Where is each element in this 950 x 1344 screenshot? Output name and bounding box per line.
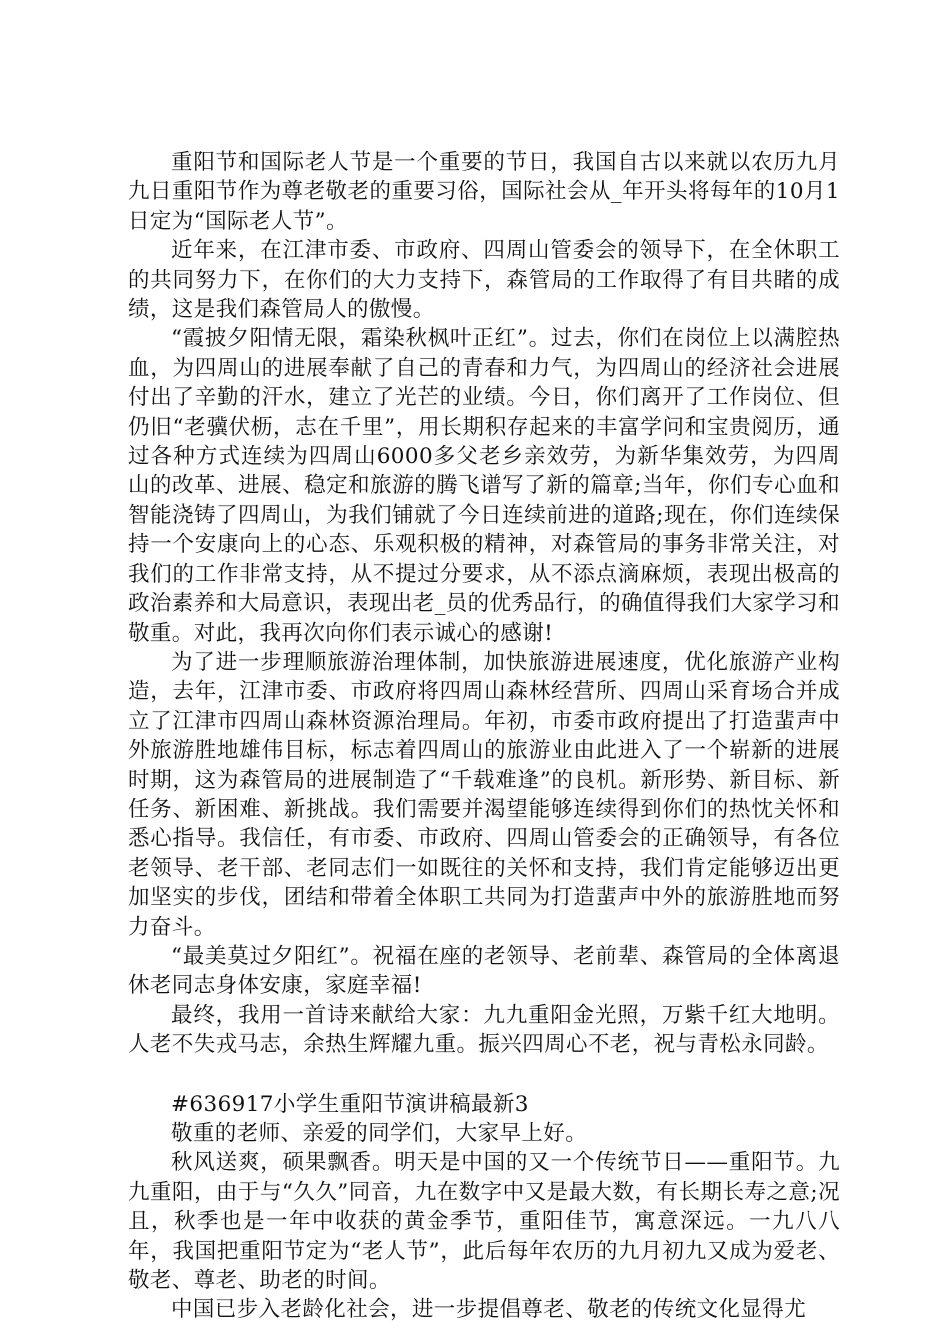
paragraph-greeting: 敬重的老师、亲爱的同学们，大家早上好。 xyxy=(171,1121,588,1146)
paragraph-retirees-contribution: “霞披夕阳情无限，霜染秋枫叶正红”。过去，你们在岗位上以满腔热血，为四周山的进展奉献了自己的青春和力气，为四周山的经济社会进展付出了辛勤的汗水，建立了光芒的业绩。今日，你们离开了工作岗位、但仍旧“老骥伏枥，志在千里”，用长期积存起来的丰富学问和宝贵阅历，通过各种方式连续为四周山6000多父老乡亲效劳，为新华集效劳，为四周山的改革、进展、稳定和旅游的腾飞谱写了新的篇章;当年，你们专心血和智能浇铸了四周山，为我们铺就了今日连续前进的道路;现在，你们连续保持一个安康向上的心态、乐观积极的精神，对森管局的事务非常关注，对我们的工作非常支持，从不提过分要求，从不添点滴麻烦，表现出极高的政治素养和大局意识，表现出老_员的优秀品行，的确值得我们大家学习和敬重。对此，我再次向你们表示诚心的感谢! xyxy=(128,326,840,646)
paragraph-double-ninth: 秋风送爽，硕果飘香。明天是中国的又一个传统节日——重阳节。九九重阳，由于与“久久”同音，九在数字中又是最大数，有长期长寿之意;况且，秋季也是一年中收获的黄金季节，重阳佳节，寓意深远。一九八八年，我国把重阳节定为“老人节”，此后每年农历的九月初九又成为爱老、敬老、尊老、助老的时间。 xyxy=(128,1150,840,1294)
paragraph-tourism-development: 为了进一步理顺旅游治理体制，加快旅游进展速度，优化旅游产业构造，去年，江津市委、市政府将四周山森林经营所、四周山采育场合并成立了江津市四周山森林资源治理局。年初，市委市政府提出了打造蜚声中外旅游胜地雄伟目标，标志着四周山的旅游业由此进入了一个崭新的进展时期，这为森管局的进展制造了“千载难逢”的良机。新形势、新目标、新任务、新困难、新挑战。我们需要并渴望能够连续得到你们的热忱关怀和悉心指导。我信任，有市委、市政府、四周山管委会的正确领导，有各位老领导、老干部、老同志们一如既往的关怀和支持，我们肯定能够迈出更加坚实的步伐，团结和带着全体职工共同为打造蜚声中外的旅游胜地而努力奋斗。 xyxy=(128,649,840,940)
paragraph-poem: 最终，我用一首诗来献给大家：九九重阳金光照，万紫千红大地明。人老不失戎马志，余热生辉耀九重。振兴四周心不老，祝与青松永同龄。 xyxy=(128,1002,840,1058)
paragraph-achievements: 近年来，在江津市委、市政府、四周山管委会的领导下，在全休职工的共同努力下，在你们的大力支持下，森管局的工作取得了有目共睹的成绩，这是我们森管局人的傲慢。 xyxy=(128,238,840,323)
paragraph-blessing: “最美莫过夕阳红”。祝福在座的老领导、老前辈、森管局的全体离退休老同志身体安康，家庭幸福! xyxy=(128,943,840,999)
paragraph-festival-intro: 重阳节和国际老人节是一个重要的节日，我国自古以来就以农历九月九日重阳节作为尊老敬老的重要习俗，国际社会从_年开头将每年的10月1日定为“国际老人节”。 xyxy=(128,150,840,234)
section-title: #636917小学生重阳节演讲稿最新3 xyxy=(171,1091,529,1117)
section-gap xyxy=(128,1060,840,1090)
document-page xyxy=(128,148,840,1325)
paragraph-aging-society: 中国已步入老龄化社会，进一步提倡尊老、敬老的传统文化显得尤 xyxy=(171,1297,807,1323)
